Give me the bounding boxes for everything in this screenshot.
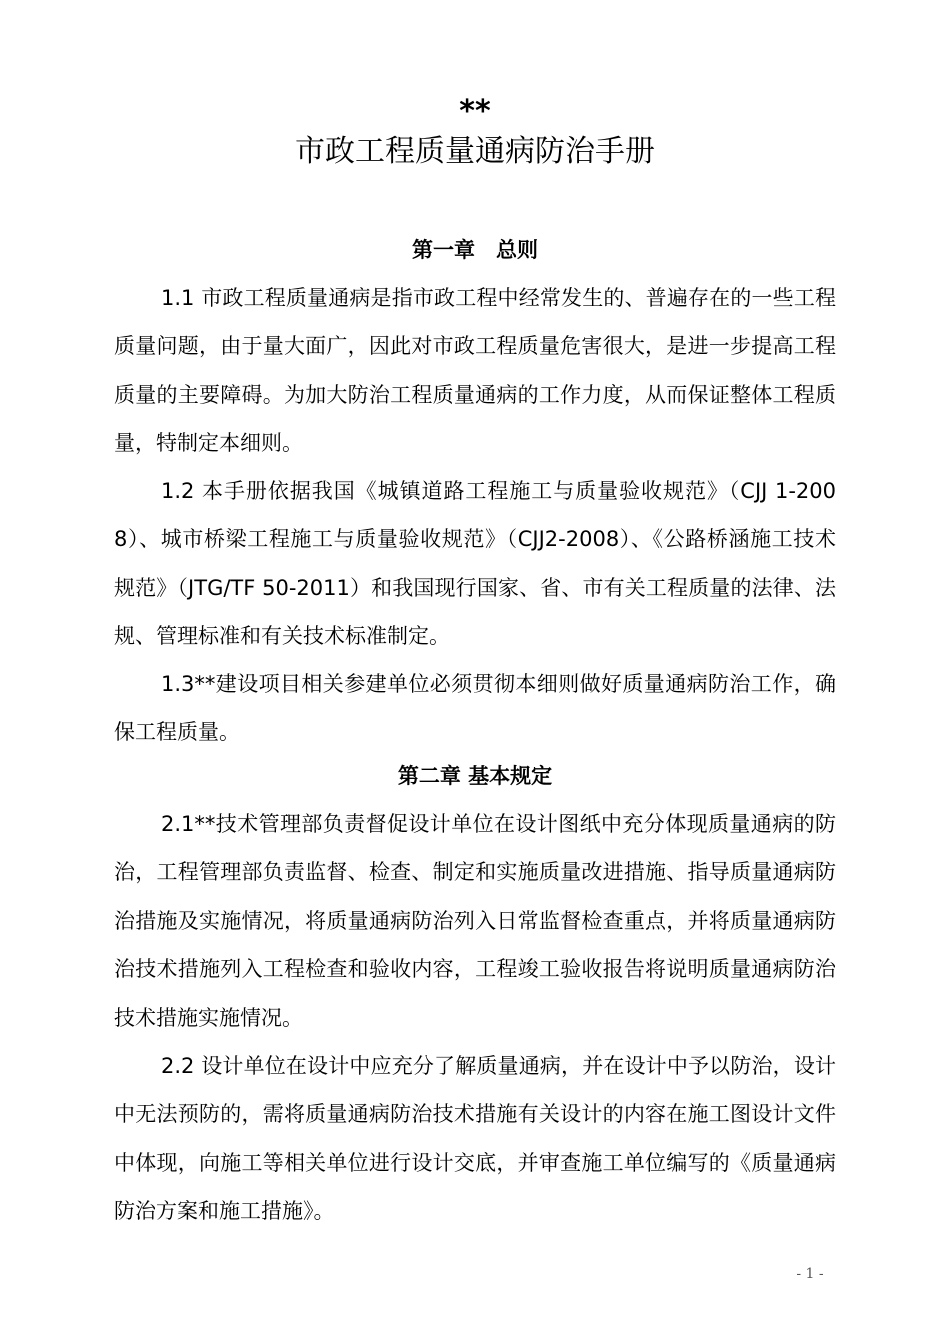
paragraph-2-2: 2.2 设计单位在设计中应充分了解质量通病，并在设计中予以防治，设计中无法预防的，需将质量通病防治技术措施有关设计的内容在施工图设计文件中体现，向施工等相关单位进行设计交底，并审查施工单位编写的《质量通病防治方案和施工措施》。 <box>114 1054 836 1224</box>
paragraph-2-1: 2.1**技术管理部负责督促设计单位在设计图纸中充分体现质量通病的防治，工程管理部负责监督、检查、制定和实施质量改进措施、指导质量通病防治措施及实施情况，将质量通病防治列入日常监督检查重点，并将质量通病防治技术措施列入工程检查和验收内容，工程竣工验收报告将说明质量通病防治技术措施实施情况。 <box>114 812 836 1030</box>
paragraph-1-2: 1.2 本手册依据我国《城镇道路工程施工与质量验收规范》（CJJ 1-2008）、城市桥梁工程施工与质量验收规范》（CJJ2-2008）、《公路桥涵施工技术规范》（JTG/TF 50-2011）和我国现行国家、省、市有关工程质量的法律、法规、管理标准和有关技术标准制定。 <box>114 479 836 649</box>
page-title: 市政工程质量通病防治手册 <box>295 134 655 169</box>
page-number: - 1 - <box>796 1266 824 1282</box>
chapter-2-heading: 第二章 基本规定 <box>397 764 553 788</box>
chapter-1-heading: 第一章 总则 <box>412 238 538 262</box>
paragraph-1-1: 1.1 市政工程质量通病是指市政工程中经常发生的、普遍存在的一些工程质量问题，由于量大面广，因此对市政工程质量危害很大，是进一步提高工程质量的主要障碍。为加大防治工程质量通病的工作力度，从而保证整体工程质量，特制定本细则。 <box>114 286 836 456</box>
paragraph-1-3: 1.3**建设项目相关参建单位必须贯彻本细则做好质量通病防治工作，确保工程质量。 <box>114 672 836 745</box>
title-marker: ** <box>459 94 491 129</box>
